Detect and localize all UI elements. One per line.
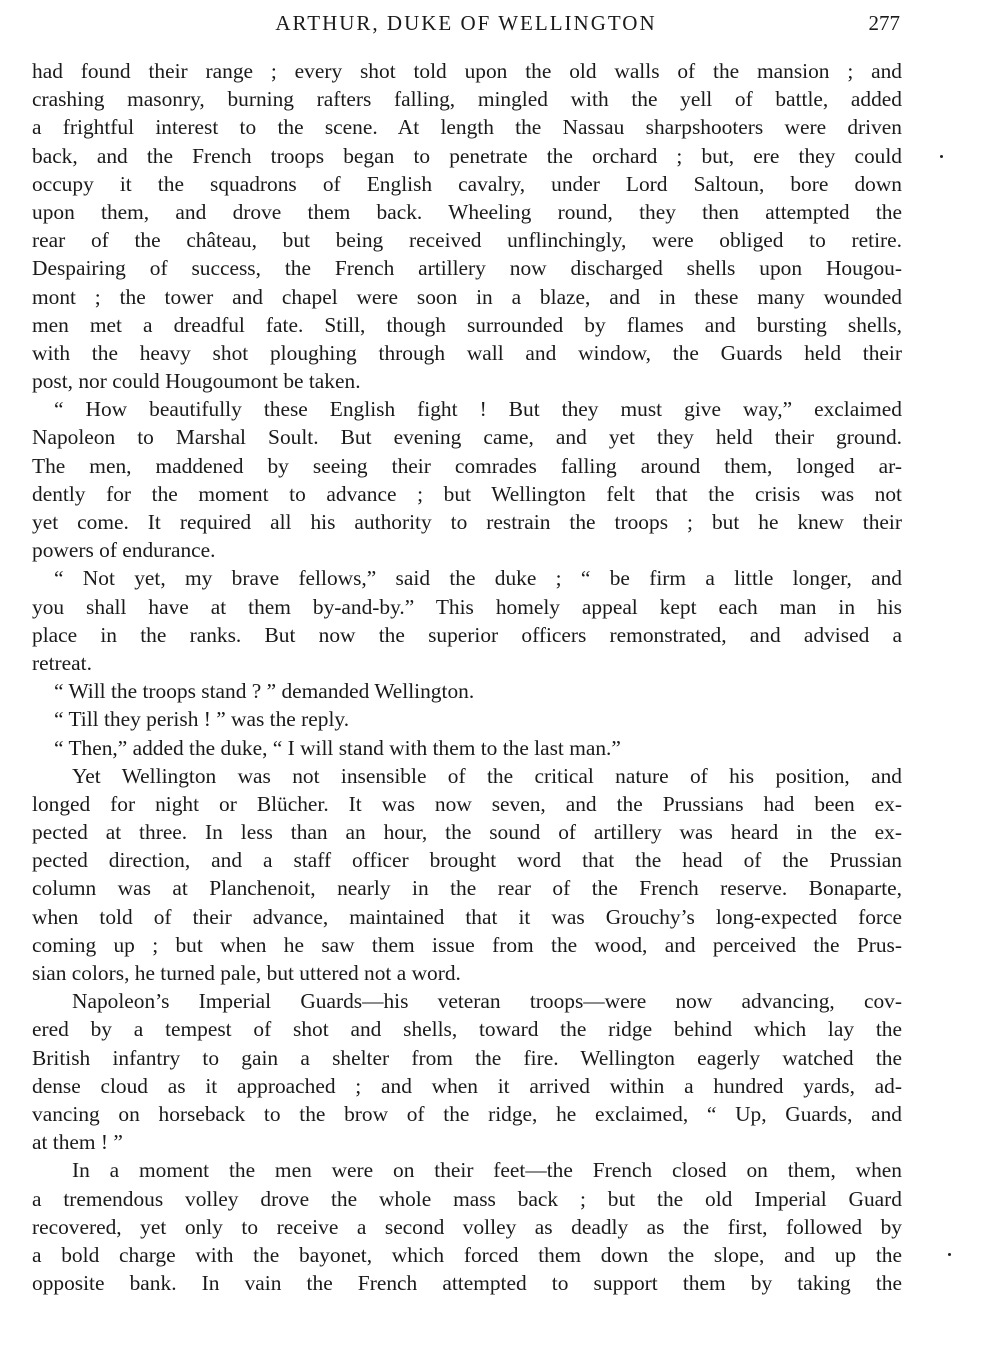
text-line: back, and the French troops began to penetrate the orchard ; but, ere they could <box>32 143 902 168</box>
margin-mark <box>948 1253 951 1256</box>
text-line: powers of endurance. <box>32 538 216 563</box>
text-line: when told of their advance, maintained that it was Grouchy’s long-expected force <box>32 904 902 929</box>
text-line: rear of the château, but being received unflinchingly, were obliged to retire. <box>32 228 902 253</box>
margin-mark <box>940 155 943 158</box>
text-line: pected at three. In less than an hour, the sound of artillery was heard in the ex- <box>32 820 902 845</box>
page-number: 277 <box>868 11 900 35</box>
text-line: recovered, yet only to receive a second volley as deadly as the first, followed by <box>32 1214 902 1239</box>
text-line: ered by a tempest of shot and shells, toward the ridge behind which lay the <box>32 1017 902 1042</box>
text-line: place in the ranks. But now the superior officers remonstrated, and advised a <box>32 622 902 647</box>
text-line: column was at Planchenoit, nearly in the rear of the French reserve. Bonaparte, <box>32 876 902 901</box>
text-line: Napoleon to Marshal Soult. But evening came, and yet they held their ground. <box>32 425 902 450</box>
text-line: “ Then,” added the duke, “ I will stand with them to the last man.” <box>54 735 621 760</box>
text-line: “ How beautifully these English fight ! But they must give way,” exclaimed <box>54 397 902 422</box>
text-line: with the heavy shot ploughing through wall and window, the Guards held their <box>32 340 902 365</box>
text-line: longed for night or Blücher. It was now seven, and the Prussians had been ex- <box>32 791 902 816</box>
text-line: “ Not yet, my brave fellows,” said the duke ; “ be firm a little longer, and <box>54 566 902 591</box>
text-line: men met a dreadful fate. Still, though surrounded by flames and bursting shells, <box>32 312 902 337</box>
text-line: Yet Wellington was not insensible of the critical nature of his position, and <box>72 763 902 788</box>
text-line: “ Till they perish ! ” was the reply. <box>54 707 350 732</box>
text-line: a frightful interest to the scene. At length the Nassau sharpshooters were driven <box>32 115 902 140</box>
text-line: post, nor could Hougoumont be taken. <box>32 369 361 394</box>
text-line: British infantry to gain a shelter from the fire. Wellington eagerly watched the <box>32 1045 902 1070</box>
text-line: crashing masonry, burning rafters falling, mingled with the yell of battle, added <box>32 87 902 112</box>
text-line: you shall have at them by-and-by.” This homely appeal kept each man in his <box>32 594 902 619</box>
text-line: Despairing of success, the French artillery now discharged shells upon Hougou- <box>32 256 902 281</box>
text-line: had found their range ; every shot told upon the old walls of the mansion ; and <box>32 59 902 83</box>
text-line: vancing on horseback to the brow of the ridge, he exclaimed, “ Up, Guards, and <box>32 1101 902 1126</box>
text-line: at them ! ” <box>32 1130 123 1155</box>
text-line: mont ; the tower and chapel were soon in a blaze, and in these many wounded <box>32 284 902 309</box>
text-line: occupy it the squadrons of English cavalry, under Lord Saltoun, bore down <box>32 171 902 196</box>
running-title: ARTHUR, DUKE OF WELLINGTON <box>275 11 657 35</box>
text-line: opposite bank. In vain the French attempted to support them by taking the <box>32 1271 902 1296</box>
text-line: dently for the moment to advance ; but Wellington felt that the crisis was not <box>32 481 902 506</box>
body-text <box>32 57 902 1297</box>
text-line: upon them, and drove them back. Wheeling round, they then attempted the <box>32 199 902 224</box>
text-line: The men, maddened by seeing their comrades falling around them, longed ar- <box>32 453 902 478</box>
text-line: yet come. It required all his authority to restrain the troops ; but he knew their <box>32 510 902 534</box>
text-line: coming up ; but when he saw them issue from the wood, and perceived the Prus- <box>32 932 902 957</box>
text-line: pected direction, and a staff officer brought word that the head of the Prussian <box>32 848 902 873</box>
text-line: In a moment the men were on their feet—the French closed on them, when <box>72 1158 902 1183</box>
running-head <box>32 8 900 38</box>
text-line: retreat. <box>32 650 92 675</box>
text-line: a tremendous volley drove the whole mass back ; but the old Imperial Guard <box>32 1186 902 1211</box>
text-line: “ Will the troops stand ? ” demanded Wellington. <box>54 679 475 704</box>
text-line: Napoleon’s Imperial Guards—his veteran troops—were now advancing, cov- <box>72 989 902 1014</box>
text-line: sian colors, he turned pale, but uttered not a word. <box>32 961 461 985</box>
text-line: dense cloud as it approached ; and when it arrived within a hundred yards, ad- <box>32 1073 902 1098</box>
text-line: a bold charge with the bayonet, which forced them down the slope, and up the <box>32 1242 902 1267</box>
